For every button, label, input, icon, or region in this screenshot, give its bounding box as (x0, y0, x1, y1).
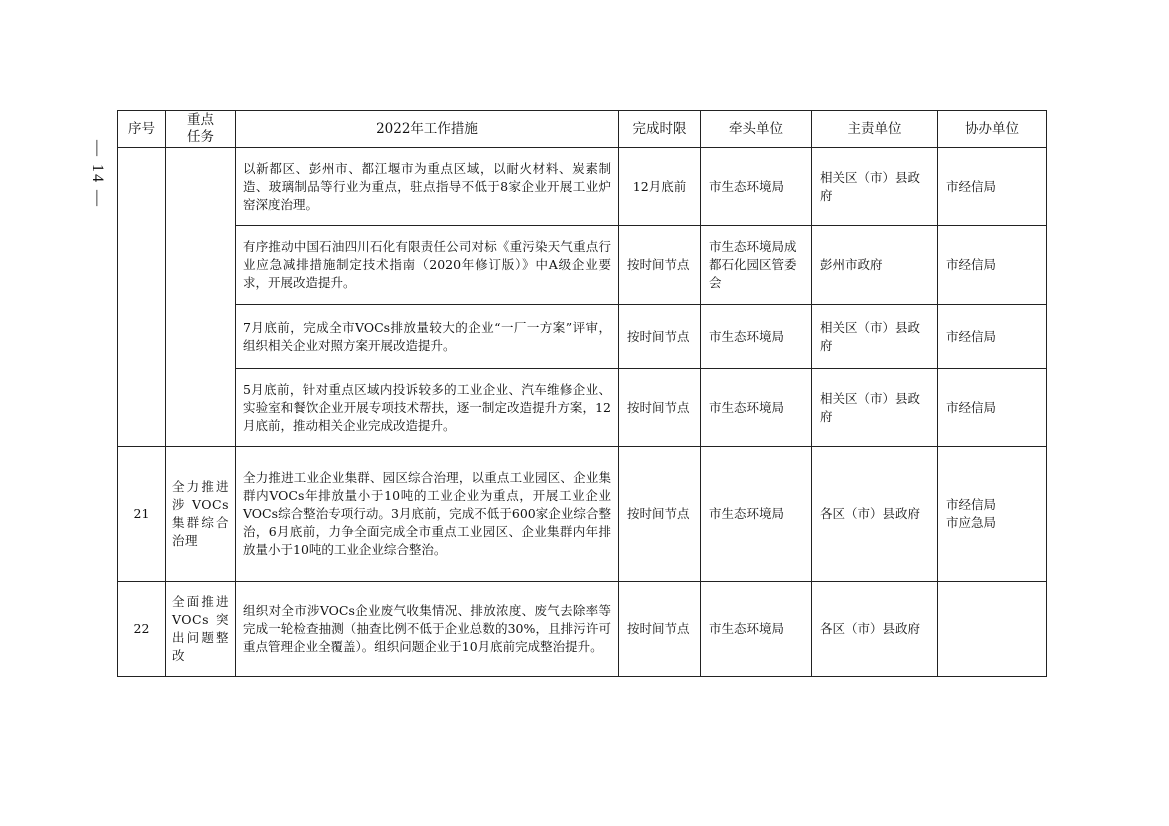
cell-assist: 市经信局 (938, 226, 1047, 305)
cell-lead: 市生态环境局 (701, 447, 812, 582)
cell-task (166, 447, 236, 582)
cell-task (166, 582, 236, 677)
cell-measure: 7月底前，完成全市VOCs排放量较大的企业“一厂一方案”评审，组织相关企业对照方案开展改造提升。 (236, 305, 619, 369)
cell-deadline: 按时间节点 (619, 226, 701, 305)
header-main: 主责单位 (812, 111, 938, 148)
cell-no: 22 (118, 582, 166, 677)
cell-main: 相关区（市）县政府 (812, 148, 938, 226)
cell-task-text: 全面推进VOCs突出问题整改 (172, 594, 229, 663)
cell-main: 相关区（市）县政府 (812, 369, 938, 447)
cell-no: 21 (118, 447, 166, 582)
cell-deadline: 按时间节点 (619, 305, 701, 369)
cell-main: 相关区（市）县政府 (812, 305, 938, 369)
cell-measure: 全力推进工业企业集群、园区综合治理，以重点工业园区、企业集群内VOCs年排放量小于10吨的工业企业为重点，开展工业企业VOCs综合整治专项行动。3月底前，完成不低于600家企业综合整治，6月底前，力争全面完成全市重点工业园区、企业集群内年排放量小于10吨的工业企业综合整治。 (236, 447, 619, 582)
cell-assist: 市经信局 市应急局 (938, 447, 1047, 582)
table-row (118, 226, 1047, 305)
header-measure: 2022年工作措施 (236, 111, 619, 148)
table-header-row (118, 111, 1047, 148)
cell-main: 彭州市政府 (812, 226, 938, 305)
cell-lead: 市生态环境局 (701, 582, 812, 677)
table-row (118, 447, 1047, 582)
cell-lead: 市生态环境局 (701, 148, 812, 226)
cell-measure: 组织对全市涉VOCs企业废气收集情况、排放浓度、废气去除率等完成一轮检查抽测（抽查比例不低于企业总数的30%，且排污许可重点管理企业全覆盖）。组织问题企业于10月底前完成整治提升。 (236, 582, 619, 677)
table-row (118, 369, 1047, 447)
cell-lead: 市生态环境局成都石化园区管委会 (701, 226, 812, 305)
cell-assist: 市经信局 (938, 148, 1047, 226)
page-number: — 14 — (89, 140, 106, 208)
header-task (166, 111, 236, 148)
cell-task-text: 全力推进涉VOCs集群综合治理 (172, 479, 229, 548)
header-deadline: 完成时限 (619, 111, 701, 148)
cell-measure: 有序推动中国石油四川石化有限责任公司对标《重污染天气重点行业应急减排措施制定技术指南（2020年修订版）》中A级企业要求，开展改造提升。 (236, 226, 619, 305)
cell-assist (938, 582, 1047, 677)
table-row (118, 305, 1047, 369)
cell-task (166, 148, 236, 447)
cell-deadline: 按时间节点 (619, 582, 701, 677)
cell-main: 各区（市）县政府 (812, 447, 938, 582)
cell-lead: 市生态环境局 (701, 369, 812, 447)
cell-main: 各区（市）县政府 (812, 582, 938, 677)
table-row (118, 148, 1047, 226)
header-lead: 牵头单位 (701, 111, 812, 148)
table-row (118, 582, 1047, 677)
header-no: 序号 (118, 111, 166, 148)
cell-measure: 以新都区、彭州市、都江堰市为重点区域，以耐火材料、炭素制造、玻璃制品等行业为重点，驻点指导不低于8家企业开展工业炉窑深度治理。 (236, 148, 619, 226)
cell-assist: 市经信局 (938, 305, 1047, 369)
cell-lead: 市生态环境局 (701, 305, 812, 369)
cell-measure: 5月底前，针对重点区域内投诉较多的工业企业、汽车维修企业、实验室和餐饮企业开展专项技术帮扶，逐一制定改造提升方案，12月底前，推动相关企业完成改造提升。 (236, 369, 619, 447)
header-assist: 协办单位 (938, 111, 1047, 148)
cell-deadline: 12月底前 (619, 148, 701, 226)
measures-table (117, 110, 1047, 677)
header-task-text: 重点任务 (187, 112, 214, 145)
cell-assist: 市经信局 (938, 369, 1047, 447)
cell-deadline: 按时间节点 (619, 447, 701, 582)
cell-deadline: 按时间节点 (619, 369, 701, 447)
cell-no (118, 148, 166, 447)
